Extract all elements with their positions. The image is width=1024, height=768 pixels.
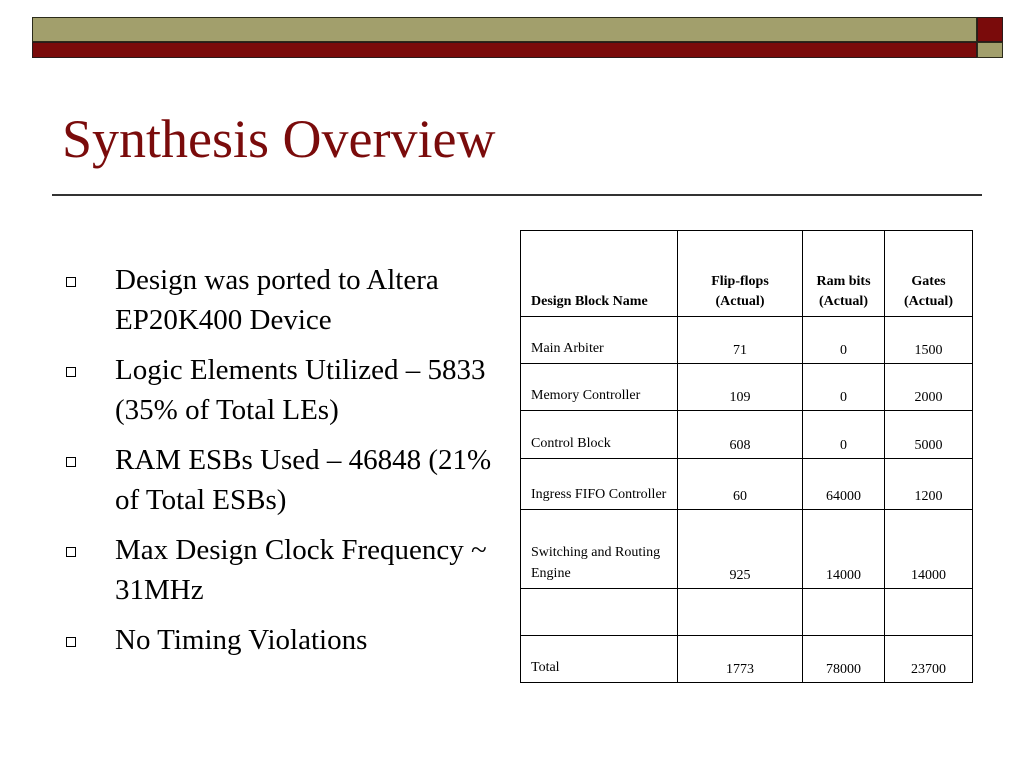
cell-flipflops: 109 — [678, 364, 803, 411]
table-row — [521, 317, 973, 364]
cell-gates: 5000 — [885, 411, 973, 459]
header-flip-flops: Flip-flops (Actual) — [678, 231, 803, 317]
cell-rambits: 14000 — [803, 510, 885, 589]
cell-rambits: 0 — [803, 364, 885, 411]
table-row — [521, 459, 973, 510]
bullet-item — [62, 260, 502, 340]
cell-gates: 1200 — [885, 459, 973, 510]
bullet-item — [62, 350, 502, 430]
square-bullet-icon — [66, 547, 76, 557]
cell-flipflops: 925 — [678, 510, 803, 589]
cell-rambits — [803, 589, 885, 636]
cell-gates — [885, 589, 973, 636]
title-divider — [52, 194, 982, 196]
bullet-text: No Timing Violations — [115, 624, 368, 656]
table-row — [521, 411, 973, 459]
cell-gates: 2000 — [885, 364, 973, 411]
table-row-total — [521, 636, 973, 683]
bullet-text: Max Design Clock Frequency ~ 31MHz — [115, 534, 487, 606]
header-ram-bits: Ram bits (Actual) — [803, 231, 885, 317]
bullet-text: RAM ESBs Used – 46848 (21% of Total ESBs) — [115, 444, 492, 516]
table-row — [521, 364, 973, 411]
cell-flipflops: 71 — [678, 317, 803, 364]
cell-gates: 14000 — [885, 510, 973, 589]
cell-rambits: 78000 — [803, 636, 885, 683]
square-bullet-icon — [66, 367, 76, 377]
cell-name: Ingress FIFO Controller — [521, 459, 678, 510]
cell-flipflops: 60 — [678, 459, 803, 510]
cell-name: Main Arbiter — [521, 317, 678, 364]
cell-name: Control Block — [521, 411, 678, 459]
square-bullet-icon — [66, 277, 76, 287]
slide-title: Synthesis Overview — [62, 109, 496, 169]
bullet-list — [62, 260, 502, 670]
cell-name: Memory Controller — [521, 364, 678, 411]
synthesis-table — [520, 230, 973, 683]
cell-name: Switching and Routing Engine — [521, 510, 678, 589]
header-bar-olive — [32, 17, 977, 42]
cell-rambits: 0 — [803, 317, 885, 364]
cell-gates: 1500 — [885, 317, 973, 364]
header-gates: Gates (Actual) — [885, 231, 973, 317]
cell-flipflops: 608 — [678, 411, 803, 459]
table-header-row — [521, 231, 973, 317]
cell-name: Total — [521, 636, 678, 683]
bullet-text: Design was ported to Altera EP20K400 Device — [115, 264, 439, 336]
table-row — [521, 510, 973, 589]
bullet-item — [62, 620, 502, 660]
bullet-text: Logic Elements Utilized – 5833 (35% of Total LEs) — [115, 354, 486, 426]
cell-flipflops — [678, 589, 803, 636]
table-row-empty — [521, 589, 973, 636]
header-bar-maroon — [32, 42, 977, 58]
header-square-olive — [977, 42, 1003, 58]
cell-name — [521, 589, 678, 636]
square-bullet-icon — [66, 637, 76, 647]
cell-flipflops: 1773 — [678, 636, 803, 683]
cell-gates: 23700 — [885, 636, 973, 683]
square-bullet-icon — [66, 457, 76, 467]
cell-rambits: 0 — [803, 411, 885, 459]
cell-rambits: 64000 — [803, 459, 885, 510]
bullet-item — [62, 440, 502, 520]
header-square-maroon — [977, 17, 1003, 42]
header-design-block-name: Design Block Name — [521, 231, 678, 317]
bullet-item — [62, 530, 502, 610]
